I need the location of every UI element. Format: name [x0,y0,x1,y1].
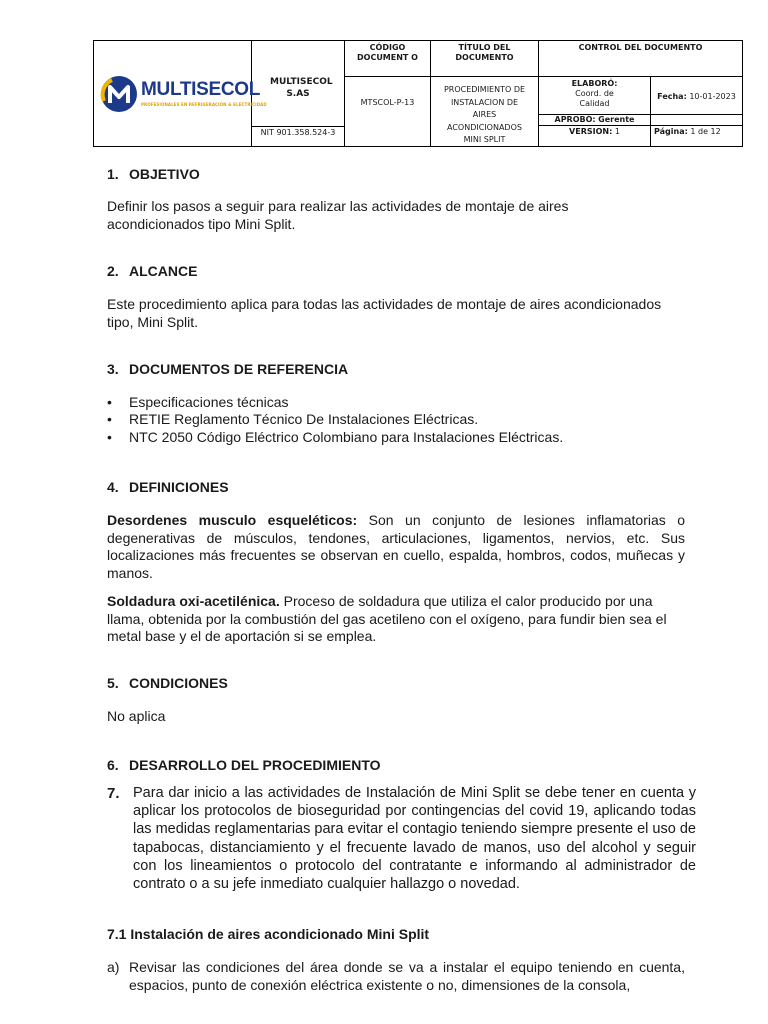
definition-text: Son un conjunto de lesiones inflamatorias o degenerativas de músculos, tendones, articulaciones, ligamentos, nervios, etc. Sus localizaciones más frecuentes se observan en cuello, espalda, hombros, codos, muñecas y manos. [107,512,686,581]
section-number: 3. [107,361,119,377]
table-divider [344,76,742,77]
subsection-heading-instalacion: 7.1 Instalación de aires acondicionado Mini Split [107,926,430,942]
list-item-text: Revisar las condiciones del área donde se va a instalar el equipo teniendo en cuenta, espacios, punto de conexión eléctrica existente o no, dimensiones de la consola, [129,959,685,993]
section-title: ALCANCE [129,263,198,279]
table-divider [251,126,344,127]
section-title: OBJETIVO [129,166,200,182]
company-name-text: MULTISECOL S.AS [270,77,333,99]
elaboro-field [539,79,650,109]
list-item: • NTC 2050 Código Eléctrico Colombiano para Instalaciones Eléctricas. [107,429,564,445]
section-text-objetivo: Definir los pasos a seguir para realizar las actividades de montaje de aires acondicionados tipo Mini Split. [107,198,569,232]
section-heading-objetivo [107,166,200,182]
section-text-bioseguridad: Para dar inicio a las actividades de Instalación de Mini Split se debe tener en cuenta y aplicar los protocolos de bioseguridad por contingencias del covid 19, aplicando todas las medidas reglamentarias para evitar el contagio teniendo siempre presente el uso de tapabocas, distanciamiento y el frecuente lavado de manos, uso del alcohol y seguir con los lineamientos o protocolo del contratante e informando al administrador de contrato o a su jefe inmediato cualquier hallazgo o novedad. [133,785,696,893]
section-heading-referencias [107,361,348,377]
company-nit: NIT 901.358.524-3 [260,128,336,137]
list-item-text: Especificaciones técnicas [129,394,289,410]
logo-tagline: PROFESIONALES EN REFRIGERACIÓN & ELECTRICIDAD [141,102,267,107]
fecha-label: Fecha: [657,92,687,101]
section-text-alcance: Este procedimiento aplica para todas las actividades de montaje de aires acondicionados tipo, Mini Split. [107,296,662,330]
logo-emblem-icon [99,74,139,114]
table-divider [538,125,742,126]
company-name [252,76,344,100]
definition-term: Soldadura oxi-acetilénica. [107,593,280,609]
list-item: • RETIE Reglamento Técnico De Instalaciones Eléctricas. [107,411,479,427]
section-heading-condiciones [107,675,228,691]
fecha-value: 10-01-2023 [689,92,736,101]
definition-term: Desordenes musculo esqueléticos: [107,512,358,528]
control-label: CONTROL DEL DOCUMENTO [578,43,703,52]
list-item: • Especificaciones técnicas [107,394,289,410]
fecha-field [651,92,742,102]
definition-soldadura [107,593,667,646]
section-number-7: 7. [107,785,120,802]
section-title: DOCUMENTOS DE REFERENCIA [129,361,349,377]
section-title: DESARROLLO DEL PROCEDIMIENTO [129,757,381,773]
section-title: DEFINICIONES [129,479,229,495]
list-item-text: RETIE Reglamento Técnico De Instalaciones Eléctricas. [129,411,479,427]
table-divider [650,76,651,146]
pagina-label: Página: [654,127,688,136]
aprobo-field [539,115,650,125]
section-text-condiciones: No aplica [107,708,166,724]
section-number: 2. [107,263,119,279]
section-heading-definiciones [107,479,229,495]
title-value: PROCEDIMIENTO DE INSTALACION DE AIRES ACONDICIONADOS MINI SPLIT [443,85,526,144]
document-control-table [93,40,743,147]
section-title: CONDICIONES [129,675,228,691]
definition-text: Proceso de soldadura que utiliza el calor producido por una llama, obtenida por la combustión del gas acetileno con el oxígeno, para fundir bien sea el metal base y el de aportación si se emplea. [107,593,667,644]
elaboro-label: ELABORÓ: [571,79,618,88]
list-item-label: a) [107,959,120,975]
definition-musculo-esqueleticos [107,512,685,582]
section-number: 5. [107,675,119,691]
pagina-value: 1 de 12 [690,127,721,136]
aprobo-label: APROBÓ: [554,115,596,124]
code-label: CÓDIGO DOCUMENT O [357,43,418,62]
version-field [539,127,650,137]
code-value: MTSCOL-P-13 [360,98,415,107]
pagina-field [654,127,734,137]
section-heading-desarrollo [107,757,381,773]
logo-wordmark: MULTISECOL [141,79,261,100]
elaboro-value: Coord. de Calidad [575,89,614,108]
version-label: VERSION: [569,127,613,136]
aprobo-value: Gerente [598,115,635,124]
version-value: 1 [614,127,620,136]
section-number: 1. [107,166,119,182]
section-number: 6. [107,757,119,773]
list-item-text: NTC 2050 Código Eléctrico Colombiano para Instalaciones Eléctricas. [129,429,564,445]
section-heading-alcance [107,263,197,279]
title-label: TÍTULO DEL DOCUMENTO [455,43,514,62]
company-logo [99,74,267,114]
section-number: 4. [107,479,119,495]
